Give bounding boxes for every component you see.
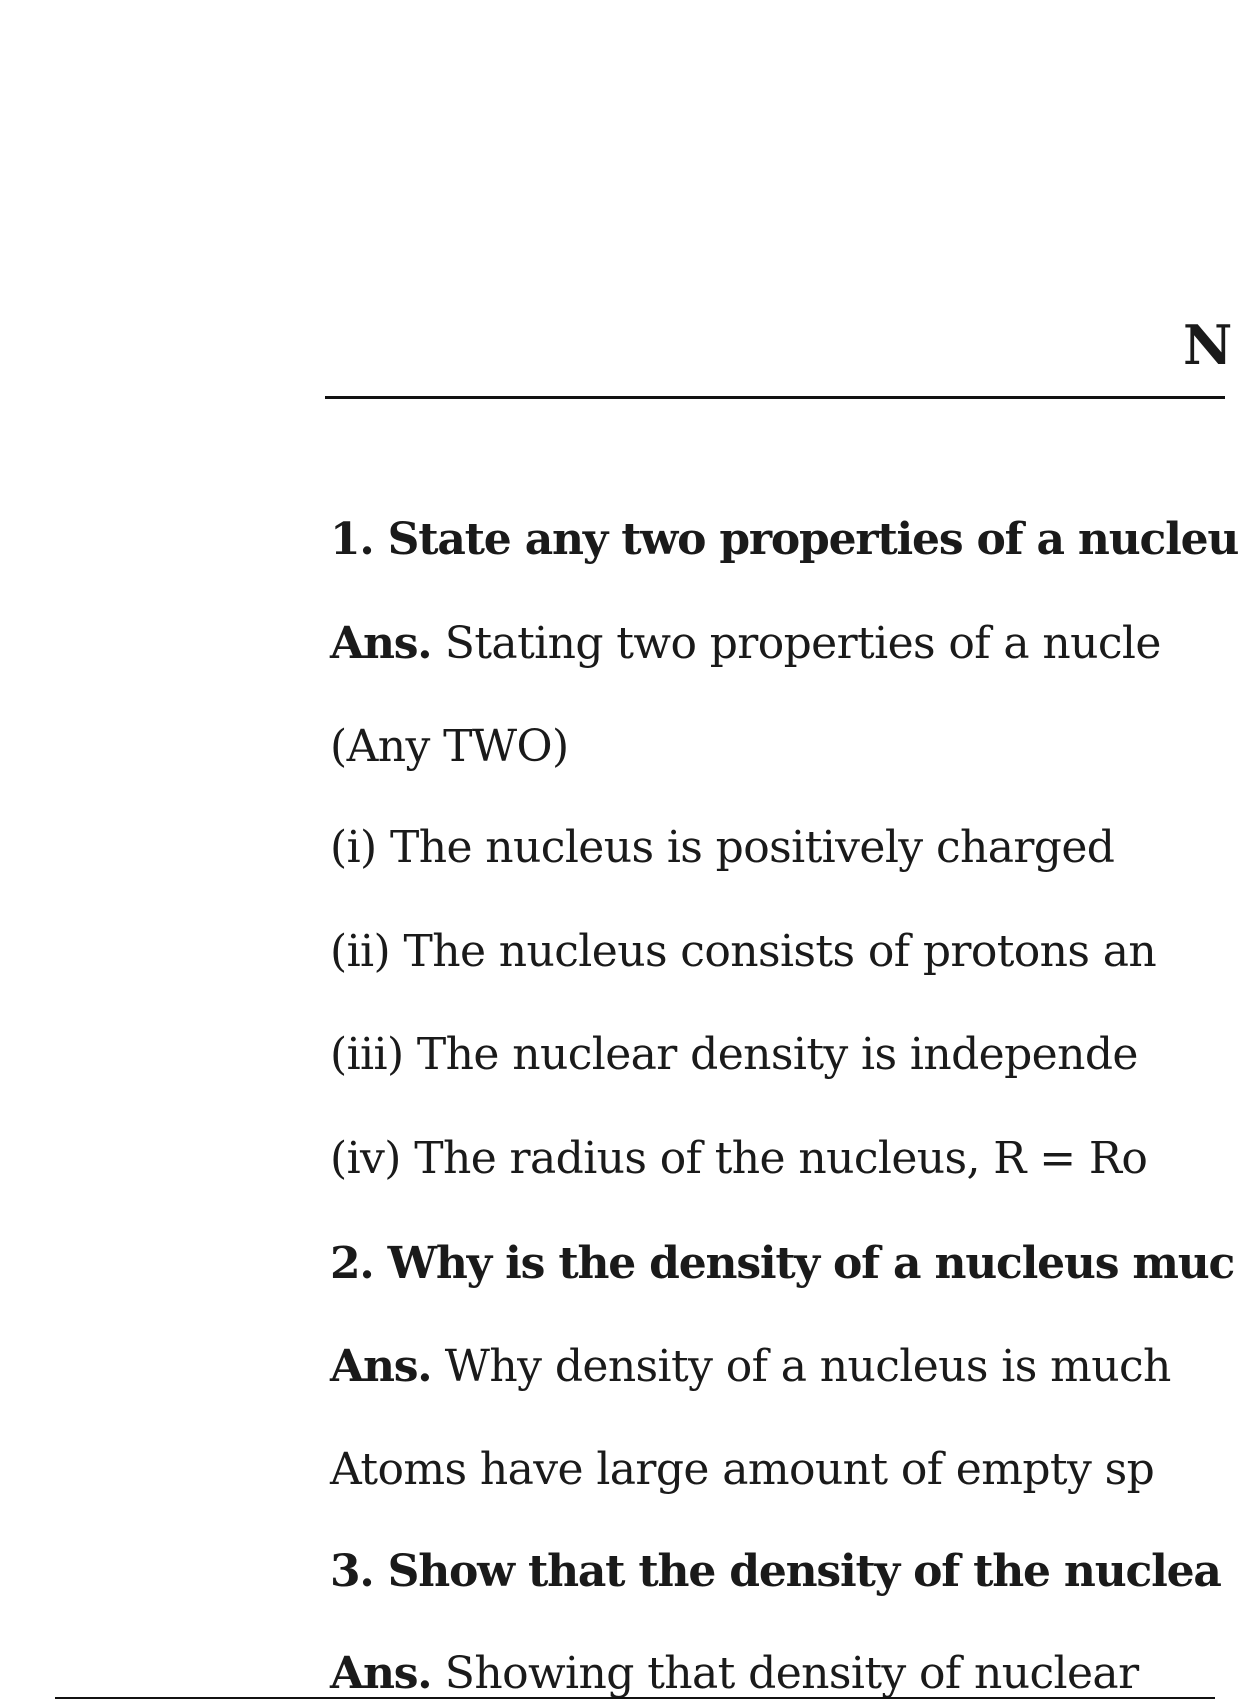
- answer-2-line: [330, 1341, 1171, 1392]
- heading-underline: [325, 396, 1225, 399]
- question-2: 2. Why is the density of a nucleus muc: [330, 1238, 1235, 1289]
- answer-2-text: Why density of a nucleus is much: [431, 1341, 1171, 1392]
- answer-label: Ans.: [330, 1341, 432, 1392]
- any-two-note: (Any TWO): [330, 721, 569, 772]
- answer-3-line: [330, 1648, 1139, 1699]
- property-iv: (iv) The radius of the nucleus, R = Ro: [330, 1133, 1148, 1184]
- property-ii: (ii) The nucleus consists of protons an: [330, 926, 1157, 977]
- answer-2-explanation: Atoms have large amount of empty sp: [330, 1444, 1155, 1495]
- page-heading-fragment: N: [1183, 313, 1233, 377]
- answer-3-text: Showing that density of nuclear: [431, 1648, 1139, 1699]
- property-iii: (iii) The nuclear density is independe: [330, 1029, 1138, 1080]
- question-3: 3. Show that the density of the nuclea: [330, 1546, 1221, 1597]
- answer-label: Ans.: [330, 618, 432, 669]
- bottom-divider: [55, 1697, 1215, 1699]
- answer-label: Ans.: [330, 1648, 432, 1699]
- answer-1-line: [330, 618, 1161, 669]
- answer-1-text: Stating two properties of a nucle: [431, 618, 1161, 669]
- question-1: 1. State any two properties of a nucleu: [330, 514, 1238, 565]
- property-i: (i) The nucleus is positively charged: [330, 822, 1115, 873]
